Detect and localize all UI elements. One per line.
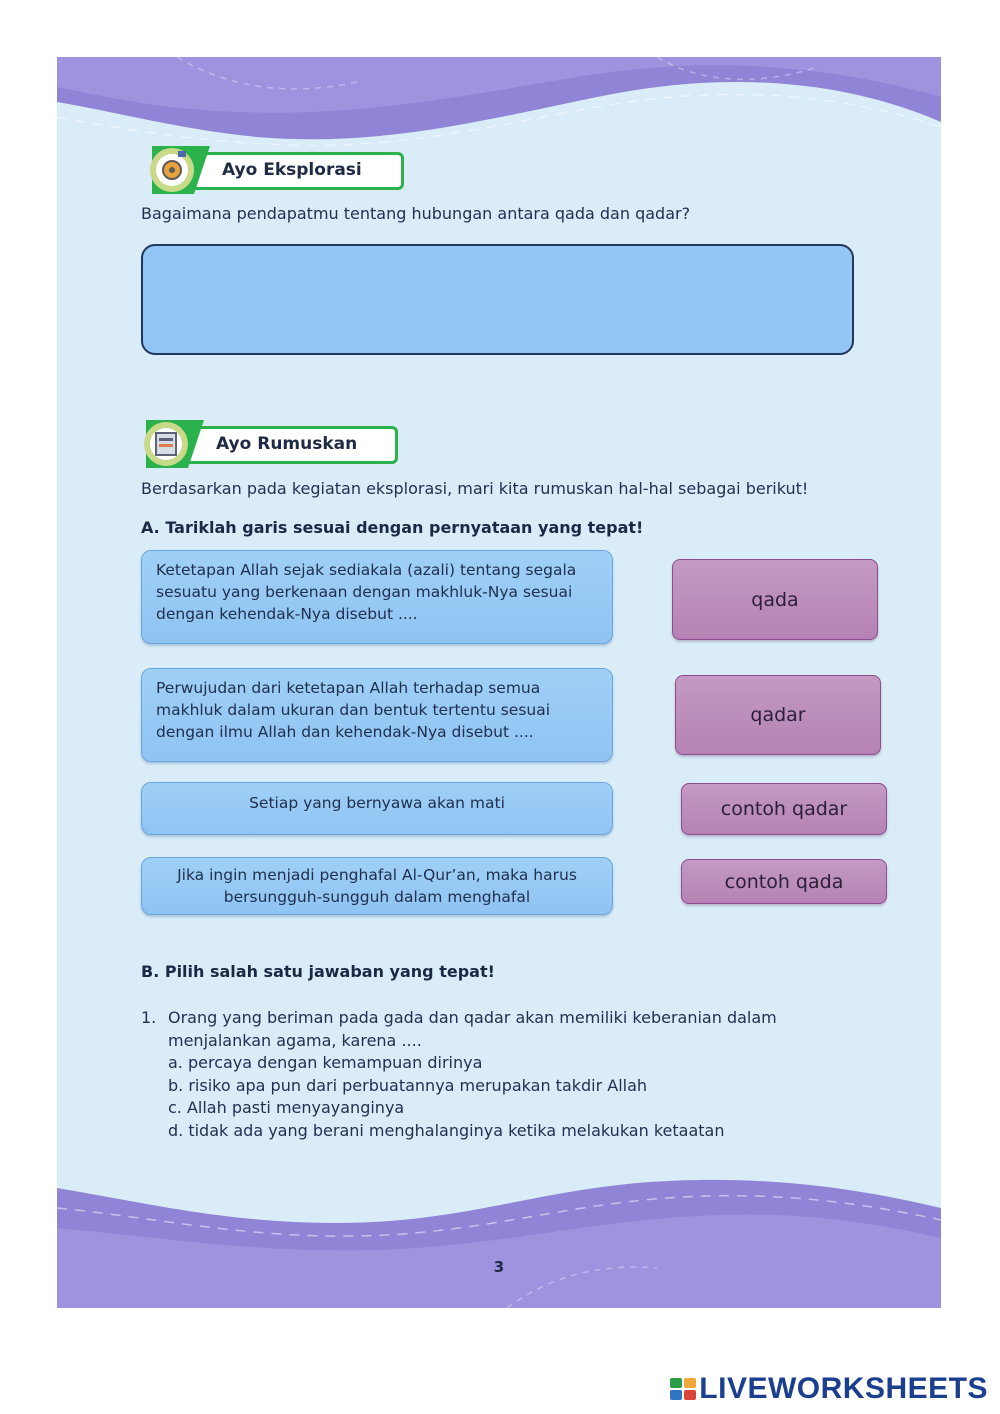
formulate-intro: Berdasarkan pada kegiatan eksplorasi, mari kita rumuskan hal-hal sebagai berikut! bbox=[141, 479, 809, 498]
liveworksheets-wordmark: LIVEWORKSHEETS bbox=[699, 1372, 988, 1405]
explore-section-title: Ayo Eksplorasi bbox=[222, 160, 362, 180]
question-1 bbox=[141, 1007, 841, 1142]
formulate-section-title: Ayo Rumuskan bbox=[216, 434, 358, 454]
option-qada[interactable]: qada bbox=[672, 559, 878, 640]
part-a-heading: A. Tariklah garis sesuai dengan pernyataan yang tepat! bbox=[141, 518, 644, 537]
worksheet-page bbox=[57, 57, 941, 1308]
choice-a[interactable]: a. percaya dengan kemampuan dirinya bbox=[168, 1053, 483, 1072]
question-number: 1. bbox=[141, 1008, 157, 1027]
explore-section-header bbox=[154, 149, 414, 197]
liveworksheets-logo bbox=[670, 1372, 988, 1406]
explore-answer-box[interactable] bbox=[141, 244, 854, 355]
formulate-document-icon bbox=[142, 417, 206, 471]
part-b-heading: B. Pilih salah satu jawaban yang tepat! bbox=[141, 962, 495, 981]
statement-3[interactable]: Setiap yang bernyawa akan mati bbox=[141, 782, 613, 835]
question-text: Orang yang beriman pada gada dan qadar akan memiliki keberanian dalam menjalankan agama, karena .... bbox=[168, 1008, 777, 1050]
liveworksheets-mark-icon bbox=[670, 1378, 696, 1400]
statement-1[interactable]: Ketetapan Allah sejak sediakala (azali) tentang segala sesuatu yang berkenaan dengan makhluk-Nya sesuai dengan kehendak-Nya disebut .... bbox=[141, 550, 613, 644]
choice-d[interactable]: d. tidak ada yang berani menghalanginya ketika melakukan ketaatan bbox=[168, 1120, 725, 1140]
explore-gear-icon bbox=[148, 143, 212, 197]
statement-2[interactable]: Perwujudan dari ketetapan Allah terhadap semua makhluk dalam ukuran dan bentuk tertentu sesuai dengan ilmu Allah dan kehendak-Nya disebut .... bbox=[141, 668, 613, 762]
option-contoh-qadar[interactable]: contoh qadar bbox=[681, 783, 887, 835]
explore-question: Bagaimana pendapatmu tentang hubungan antara qada dan qadar? bbox=[141, 204, 691, 223]
statement-4[interactable]: Jika ingin menjadi penghafal Al-Qur’an, maka harus bersungguh-sungguh dalam menghafal bbox=[141, 857, 613, 915]
choice-c[interactable]: c. Allah pasti menyayanginya bbox=[168, 1098, 405, 1117]
bottom-wave-decoration bbox=[57, 1168, 941, 1308]
option-qadar[interactable]: qadar bbox=[675, 675, 881, 755]
formulate-section-header bbox=[148, 423, 408, 471]
choice-b[interactable]: b. risiko apa pun dari perbuatannya merupakan takdir Allah bbox=[168, 1075, 648, 1095]
option-contoh-qada[interactable]: contoh qada bbox=[681, 859, 887, 904]
page-number: 3 bbox=[493, 1258, 505, 1276]
